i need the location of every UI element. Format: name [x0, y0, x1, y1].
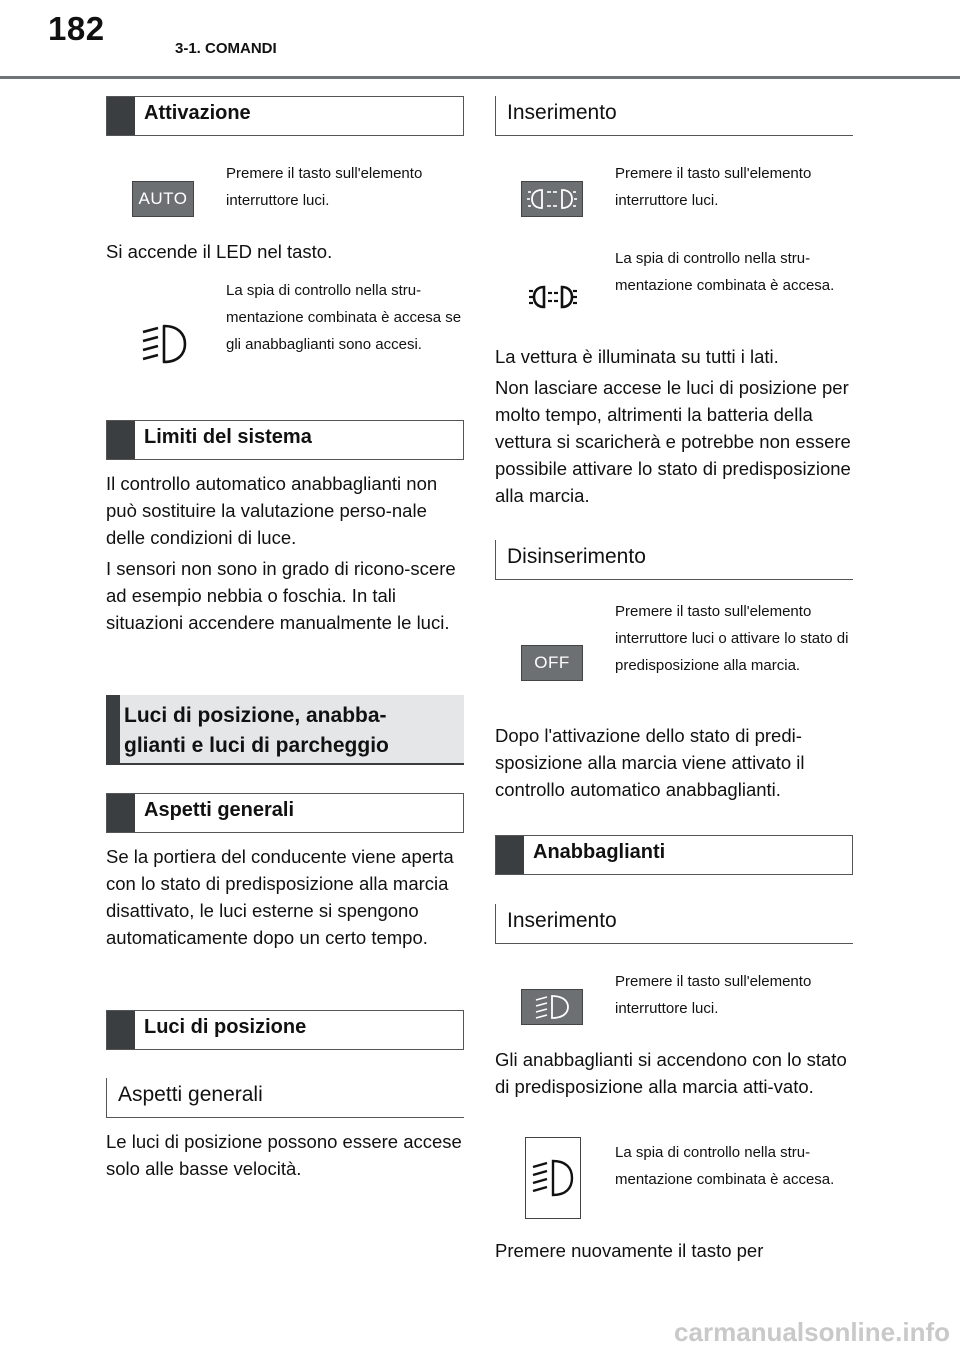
heading-title: Anabbaglianti — [533, 841, 666, 863]
heading-title: Limiti del sistema — [144, 426, 312, 448]
heading-aspetti-generali — [106, 793, 464, 833]
heading-bar — [107, 794, 135, 832]
section-title: Luci di posizione, anabba-glianti e luci di parcheggio — [124, 704, 389, 757]
low-beam-indicator-icon — [140, 322, 188, 366]
anabbaglianti-para: Gli anabbaglianti si accendono con lo stato di predisposizione alla marcia atti-vato. — [495, 1049, 847, 1097]
heading-bar — [496, 836, 524, 874]
subheading-aspetti-generali — [106, 1078, 464, 1118]
subheading-title: Disinserimento — [507, 545, 646, 568]
heading-anabbaglianti — [495, 835, 853, 875]
chapter-title: 3-1. COMANDI — [175, 40, 277, 57]
subheading-title: Inserimento — [507, 909, 617, 932]
heading-title: Attivazione — [144, 102, 251, 124]
section-luci — [106, 695, 464, 765]
parking-lights-button-icon — [521, 181, 583, 217]
heading-luci-posizione — [106, 1010, 464, 1050]
inserimento-note: Premere il tasto sull'elemento interruttore luci. — [615, 165, 812, 209]
heading-title: Aspetti generali — [144, 799, 295, 821]
disinserimento-para: Dopo l'attivazione dello stato di predi-sposizione alla marcia viene attivato il controllo automatico anabbaglianti. — [495, 725, 805, 800]
attivazione-para: Si accende il LED nel tasto. — [106, 241, 333, 262]
anabbaglianti-para-end: Premere nuovamente il tasto per — [495, 1240, 764, 1261]
low-beam-button-icon — [521, 989, 583, 1025]
attivazione-note: Premere il tasto sull'elemento interruttore luci. — [226, 165, 423, 209]
heading-bar — [107, 1011, 135, 1049]
inserimento-para-1: La vettura è illuminata su tutti i lati. — [495, 346, 779, 367]
page-number: 182 — [48, 10, 105, 47]
heading-bar — [107, 97, 135, 135]
anabbaglianti-note: Premere il tasto sull'elemento interruttore luci. — [615, 973, 812, 1017]
heading-title: Luci di posizione — [144, 1016, 307, 1038]
subheading-title: Inserimento — [507, 101, 617, 124]
subheading-disinserimento — [495, 540, 853, 580]
off-button-label: OFF — [534, 653, 570, 672]
attivazione-indicator-note: La spia di controllo nella stru-mentazione combinata è accesa se gli anabbaglianti sono accesi. — [226, 282, 462, 353]
subheading-title: Aspetti generali — [118, 1083, 263, 1106]
anabbaglianti-indicator-note: La spia di controllo nella stru-mentazione combinata è accesa. — [615, 1144, 835, 1188]
inserimento-para-2: Non lasciare accese le luci di posizione per molto tempo, altrimenti la batteria della vettura si scaricherà e potrebbe non essere possibile attivare lo stato di predisposizione alla marcia. — [495, 377, 851, 506]
off-button-icon — [521, 645, 583, 681]
auto-button-label: AUTO — [138, 189, 188, 208]
watermark: carmanualsonline.info — [674, 1317, 950, 1347]
inserimento-indicator-note: La spia di controllo nella stru-mentazione combinata è accesa. — [615, 250, 835, 294]
aspetti-para: Se la portiera del conducente viene aperta con lo stato di predisposizione alla marcia disattivato, le luci esterne si spengono automaticamente dopo un certo tempo. — [106, 846, 454, 948]
heading-attivazione — [106, 96, 464, 136]
limiti-para-1: Il controllo automatico anabbaglianti non può sostituire la valutazione perso-nale delle condizioni di luce. — [106, 473, 438, 548]
low-beam-indicator-icon — [525, 1137, 581, 1219]
luci-posizione-para: Le luci di posizione possono essere accese solo alle basse velocità. — [106, 1131, 462, 1179]
section-bar — [106, 695, 120, 763]
subheading-inserimento-2 — [495, 904, 853, 944]
heading-bar — [107, 421, 135, 459]
auto-button-icon — [132, 181, 194, 217]
heading-limiti — [106, 420, 464, 460]
disinserimento-note: Premere il tasto sull'elemento interruttore luci o attivare lo stato di predisposizione alla marcia. — [615, 603, 849, 674]
header-rule — [0, 76, 960, 79]
parking-lights-indicator-icon — [529, 284, 577, 310]
limiti-para-2: I sensori non sono in grado di ricono-scere ad esempio nebbia o foschia. In tali situazioni accendere manualmente le luci. — [106, 558, 456, 633]
subheading-inserimento-1 — [495, 96, 853, 136]
